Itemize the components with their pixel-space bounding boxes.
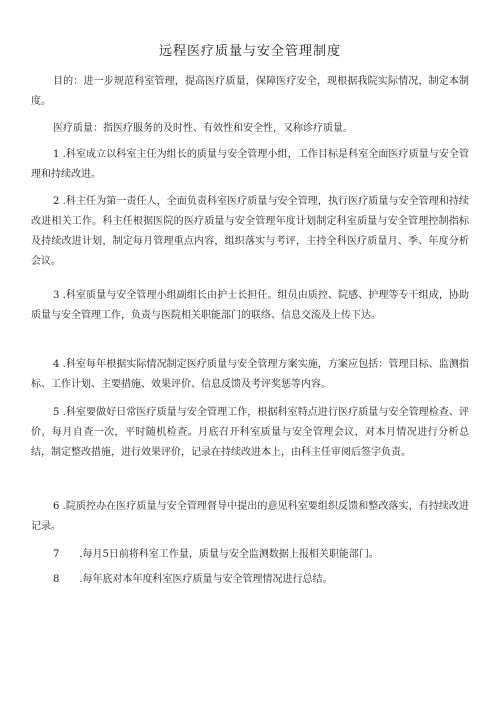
rule-6-paragraph: 6 .院质控办在医疗质量与安全管理督导中提出的意见科室要组织反馈和整改落实，有持续改进记录。 [31, 501, 469, 532]
definition-paragraph: 医疗质量：指医疗服务的及时性、有效性和安全性，又称诊疗质量。 [53, 123, 353, 134]
rule-5-paragraph: 5 .科室要做好日常医疗质量与安全管理工作，根据科室特点进行医疗质量与安全管理检查、评价，每月自查一次，平时随机检查。月底召开科室质量与安全管理会议，对本月情况进行分析总结，制定整改措施，进行效果评价，记录在持续改进本上，由科主任审阅后签字负责。 [31, 407, 469, 458]
rule-8-paragraph: 8 .每年底对本年度科室医疗质量与安全管理情况进行总结。 [53, 574, 333, 585]
document-title: 远程医疗质量与安全管理制度 [158, 44, 341, 59]
rule-4-paragraph: 4 .科室每年根据实际情况制定医疗质量与安全管理方案实施，方案应包括：管理目标、监测指标、工作计划、主要措施、效果评价、信息反馈及考评奖惩等内容。 [31, 359, 469, 390]
rule-7-paragraph: 7 .每月5日前将科室工作量，质量与安全监测数据上报相关职能部门。 [53, 549, 379, 560]
purpose-paragraph: 目的：进一步规范科室管理，提高医疗质量，保障医疗安全，现根据我院实际情况，制定本制度。 [31, 76, 469, 107]
rule-2-paragraph: 2 .科主任为第一责任人，全面负责科室医疗质量与安全管理，执行医疗质量与安全管理和持续改进相关工作。科主任根据医院的医疗质量与安全管理年度计划制定科室质量与安全管理控制指标及持续改进计划，制定每月管理重点内容，组织落实与考评，主持全科医疗质量月、季、年度分析会议。 [31, 196, 469, 267]
rule-3-paragraph: 3 .科室质量与安全管理小组副组长由护士长担任。组员由质控、院感、护理等专干组成，协助质量与安全管理工作，负责与医院相关职能部门的联络、信息交流及上传下达。 [31, 290, 469, 321]
rule-1-paragraph: 1 .科室成立以科室主任为组长的质量与安全管理小组，工作目标是科室全面医疗质量与安全管理和持续改进。 [31, 149, 469, 180]
